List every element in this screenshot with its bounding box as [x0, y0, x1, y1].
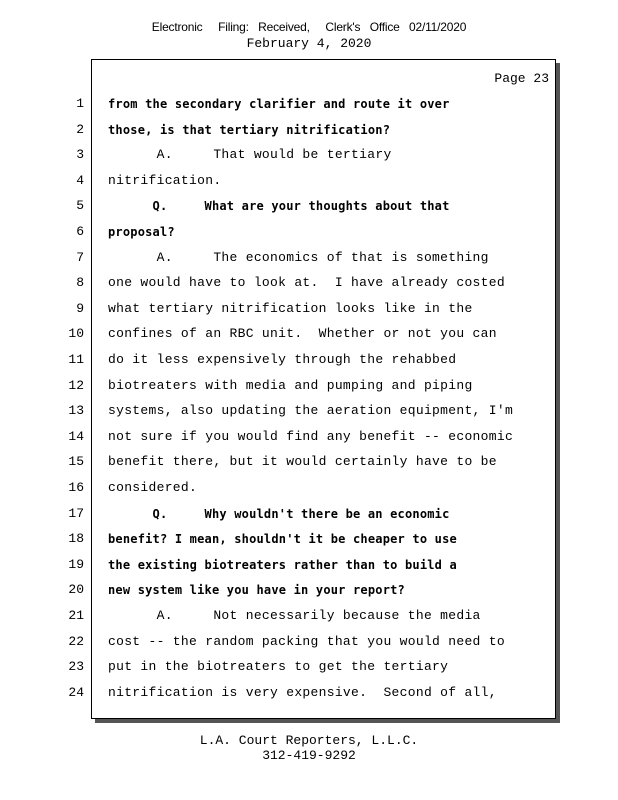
line-number: 5: [76, 198, 84, 214]
question-line: the existing biotreaters rather than to build a: [108, 557, 457, 572]
reporter-phone: 312-419-9292: [262, 748, 356, 763]
answer-line: benefit there, but it would certainly have to be: [108, 454, 497, 470]
answer-line: do it less expensively through the rehabbed: [108, 352, 457, 367]
question-line: new system like you have in your report?: [108, 583, 405, 598]
answer-line: not sure if you would find any benefit -- economic: [108, 428, 514, 444]
line-number: 9: [76, 300, 84, 316]
line-number: 11: [68, 352, 84, 367]
line-number: 21: [68, 608, 84, 623]
line-number: 2: [76, 121, 84, 137]
question-line: proposal?: [108, 225, 175, 239]
deposition-date: February 4, 2020: [246, 36, 372, 51]
answer-line: nitrification is very expensive. Second of all,: [108, 684, 497, 700]
line-number: 3: [76, 147, 84, 163]
answer-line: considered.: [108, 480, 198, 495]
line-number: 6: [76, 224, 84, 239]
answer-line: systems, also updating the aeration equipment, I'm: [108, 403, 514, 419]
answer-line: nitrification.: [108, 172, 222, 188]
question-line: those, is that tertiary nitrification?: [108, 122, 391, 137]
line-number: 20: [68, 582, 84, 598]
line-number: 23: [68, 659, 84, 675]
answer-line: A. The economics of that is something: [108, 249, 489, 265]
reporter-company: L.A. Court Reporters, L.L.C.: [199, 733, 419, 748]
question-line: benefit? I mean, shouldn't it be cheaper to use: [108, 532, 457, 547]
question-line: Q. Why wouldn't there be an economic: [108, 506, 450, 521]
line-number: 16: [68, 480, 84, 495]
answer-line: one would have to look at. I have already costed: [108, 275, 505, 291]
line-number: 17: [68, 505, 84, 521]
answer-line: biotreaters with media and pumping and piping: [108, 377, 473, 393]
answer-line: A. Not necessarily because the media: [108, 608, 481, 623]
line-number: 8: [76, 275, 84, 291]
answer-line: confines of an RBC unit. Whether or not you can: [108, 326, 497, 342]
line-number: 10: [68, 326, 84, 342]
line-number: 18: [68, 531, 84, 547]
line-number: 13: [68, 403, 84, 419]
line-number: 1: [76, 96, 84, 111]
answer-line: A. That would be tertiary: [108, 147, 392, 163]
line-number: 4: [76, 172, 84, 188]
page-number: Page 23: [494, 71, 549, 86]
question-line: from the secondary clarifier and route it over: [108, 97, 450, 111]
line-number: 24: [68, 684, 84, 700]
line-number: 7: [76, 249, 84, 265]
line-number: 15: [68, 454, 84, 470]
filing-stamp: Electronic Filing: Received, Clerk's Office 02/11/2020: [151, 20, 467, 34]
question-line: Q. What are your thoughts about that: [108, 199, 450, 214]
line-number: 22: [68, 633, 84, 649]
line-number: 19: [68, 556, 84, 572]
line-number: 12: [68, 377, 84, 393]
answer-line: what tertiary nitrification looks like in the: [108, 300, 473, 316]
line-number: 14: [68, 428, 84, 444]
answer-line: cost -- the random packing that you would need to: [108, 633, 505, 649]
answer-line: put in the biotreaters to get the tertiary: [108, 659, 449, 675]
